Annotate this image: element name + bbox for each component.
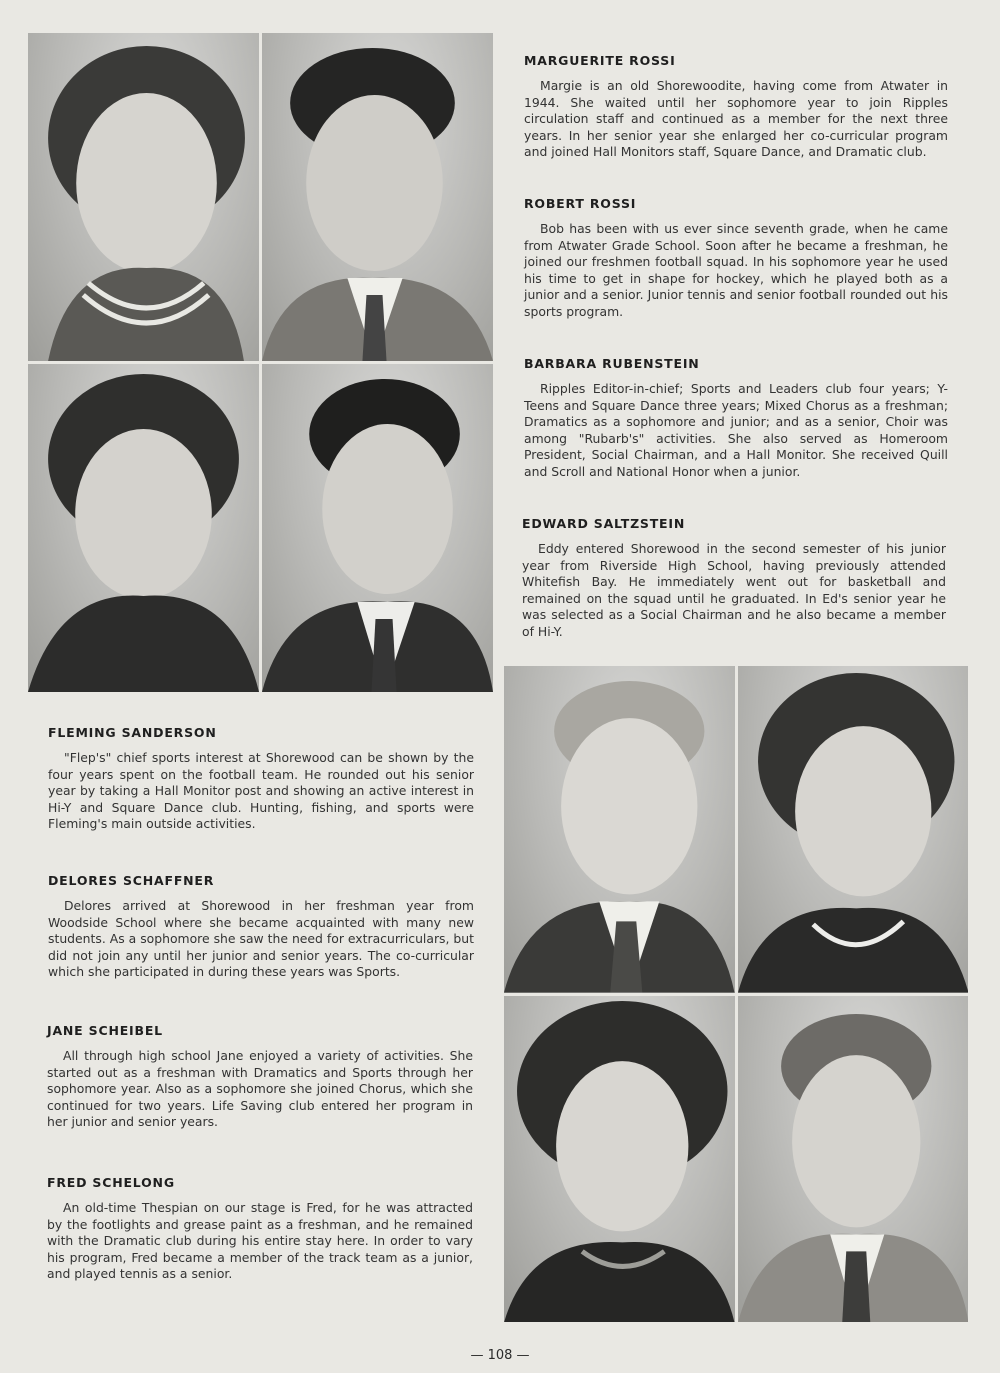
bio-fred-schelong <box>47 1175 473 1283</box>
portrait-photo <box>28 364 259 692</box>
bio-name: MARGUERITE ROSSI <box>524 53 676 68</box>
bio-marguerite-rossi <box>524 53 948 161</box>
bio-jane-scheibel <box>47 1023 473 1131</box>
bio-text: Delores arrived at Shorewood in her freshman year from Woodside School where she became acquainted with many new students. As a sophomore she saw the need for extracurriculars, but did not join any until her junior and senior years. The co-curricular which she participated in during these years was Sports. <box>48 898 474 980</box>
bio-text: An old-time Thespian on our stage is Fred, for he was attracted by the footlights and grease paint as a freshman, and he remained with the Dramatic club during his entire stay here. In order to vary his program, Fred became a member of the track team as a junior, and played tennis as a senior. <box>47 1200 473 1282</box>
bio-text: "Flep's" chief sports interest at Shorewood can be shown by the four years spent on the football team. He rounded out his senior year by taking a Hall Monitor post and showing an active interest in Hi-Y and Square Dance club. Hunting, fishing, and sports were Fleming's main outside activities. <box>48 750 474 832</box>
portrait-photo <box>738 996 969 1323</box>
portrait-grid-bottom <box>504 666 968 1322</box>
bio-fleming-sanderson <box>48 725 474 833</box>
bio-name: ROBERT ROSSI <box>524 196 637 211</box>
bio-name: FLEMING SANDERSON <box>48 725 217 740</box>
portrait-photo <box>262 364 493 692</box>
portrait-photo <box>504 996 735 1323</box>
portrait-photo <box>262 33 493 361</box>
bio-text: All through high school Jane enjoyed a variety of activities. She started out as a freshman with Dramatics and Sports through her sophomore year. Also as a sophomore she joined Chorus, which she continued for two years. Life Saving club entered her program in her junior and senior years. <box>47 1048 473 1130</box>
bio-text: Eddy entered Shorewood in the second semester of his junior year from Riverside High School, having previously attended Whitefish Bay. He immediately went out for basketball and remained on the squad until he graduated. In Ed's senior year he was selected as a Social Chairman and he also became a member of Hi-Y. <box>522 541 946 639</box>
bio-edward-saltzstein <box>522 516 946 641</box>
portrait-grid-top <box>28 33 493 692</box>
bio-text: Margie is an old Shorewoodite, having come from Atwater in 1944. She waited until her sophomore year to join Ripples circulation staff and continued as a member for the next three years. In her senior year she enlarged her co-curricular program and joined Hall Monitors staff, Square Dance, and Dramatic club. <box>524 78 948 160</box>
portrait-photo <box>504 666 735 993</box>
bio-name: BARBARA RUBENSTEIN <box>524 356 700 371</box>
page-number: — 108 — <box>470 1348 530 1363</box>
bio-robert-rossi <box>524 196 948 321</box>
bio-text: Ripples Editor-in-chief; Sports and Leaders club four years; Y-Teens and Square Dance three years; Mixed Chorus as a freshman; Dramatics as a sophomore and junior; and as a senior, Choir was among "Rubarb's" activities. She also served as Homeroom President, Social Chairman, and a Hall Monitor. She received Quill and Scroll and National Honor when a junior. <box>524 381 948 479</box>
bio-name: JANE SCHEIBEL <box>47 1023 163 1038</box>
bio-name: DELORES SCHAFFNER <box>48 873 215 888</box>
bio-barbara-rubenstein <box>524 356 948 481</box>
bio-delores-schaffner <box>48 873 474 981</box>
bio-name: FRED SCHELONG <box>47 1175 175 1190</box>
portrait-photo <box>738 666 969 993</box>
bio-text: Bob has been with us ever since seventh grade, when he came from Atwater Grade School. Soon after he became a freshman, he joined our freshmen football squad. In his sophomore year he used his time to get in shape for hockey, which he played both as a junior and a senior. Junior tennis and senior football rounded out his sports program. <box>524 221 948 319</box>
bio-name: EDWARD SALTZSTEIN <box>522 516 686 531</box>
portrait-photo <box>28 33 259 361</box>
